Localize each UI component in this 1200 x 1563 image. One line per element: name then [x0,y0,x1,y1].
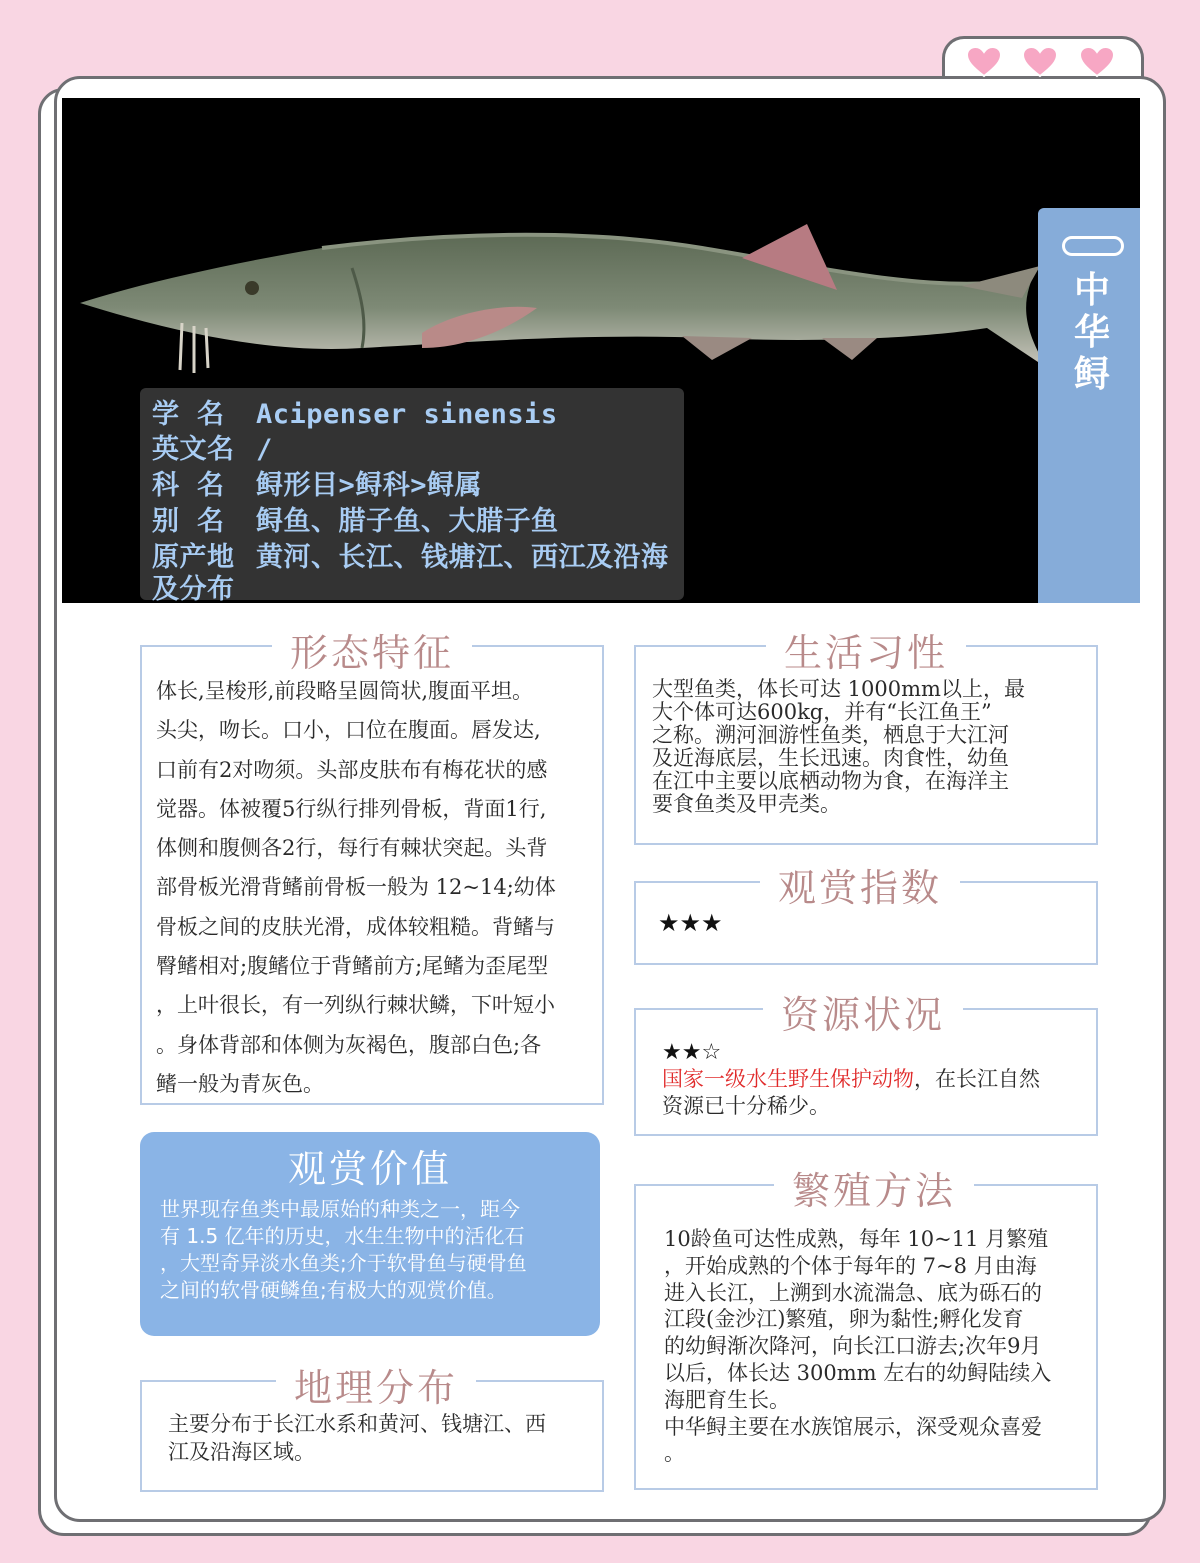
text-line: 要食鱼类及甲壳类。 [652,792,841,816]
heart-icon [1022,46,1058,78]
text-line: 头尖，吻长。口小，口位在腹面。唇发达, [156,718,541,743]
morphology-text [156,672,596,1104]
ornamental-index-title: 观赏指数 [760,857,960,912]
text-line: 10龄鱼可达性成熟，每年 10~11 月繁殖 [664,1227,1049,1251]
english-label: 英文名 [152,434,235,465]
protection-status: 国家一级水生野生保护动物 [662,1067,914,1091]
info-row-family [152,463,482,502]
text-line: 体长,呈梭形,前段略呈圆筒状,腹面平坦。 [156,679,534,703]
banner-pill-decoration [1062,236,1124,256]
scientific-label: 学名 [152,399,242,430]
english-value: / [256,434,273,465]
ornamental-index-stars: ★★★ [658,909,723,937]
text-line: ，大型奇异淡水鱼类;介于软骨鱼与硬骨鱼 [160,1251,527,1275]
family-label: 科名 [152,470,242,501]
text-line: 大个体可达600kg，并有“长江鱼王” [652,700,992,724]
text-line: 的幼鲟渐次降河，向长江口游去;次年9月 [664,1334,1042,1359]
text-line: 体侧和腹侧各2行，每行有棘状突起。头背 [156,836,548,861]
origin-label-2: 及分布 [152,574,235,605]
text-line: 在江中主要以底栖动物为食，在海洋主 [652,769,1009,793]
origin-label: 原产地 [152,542,235,573]
morphology-title: 形态特征 [272,622,472,677]
habits-text [652,678,1025,816]
text-line: 资源已十分稀少。 [662,1094,830,1118]
heart-icon [1079,46,1115,78]
text-line: 大型鱼类，体长可达 1000mm以上，最 [652,677,1025,701]
scientific-value: Acipenser sinensis [256,399,558,430]
family-value: 鲟形目>鲟科>鲟属 [256,470,483,501]
text-line: 江及沿海区域。 [168,1440,315,1464]
heart-icon [966,46,1002,78]
text-line: 进入长江，上溯到水流湍急、底为砾石的 [664,1280,1042,1305]
text-line: 口前有2对吻须。头部皮肤布有梅花状的感 [156,757,548,782]
distribution-text [168,1410,546,1466]
alias-value: 鲟鱼、腊子鱼、大腊子鱼 [256,506,559,537]
text-line: 臀鳍相对;腹鳍位于背鳍前方;尾鳍为歪尾型 [156,954,549,979]
text-line: 之间的软骨硬鳞鱼;有极大的观赏价值。 [160,1278,507,1302]
text-line: 之称。溯河洄游性鱼类，栖息于大江河 [652,723,1009,747]
resource-title: 资源状况 [763,984,963,1039]
resource-text-rest: ，在长江自然 [914,1067,1040,1091]
text-line: 主要分布于长江水系和黄河、钱塘江、西 [168,1412,546,1436]
resource-stars: ★★☆ [662,1040,722,1065]
ornamental-value-title: 观赏价值 [287,1147,452,1191]
text-line: 以后，体长达 300mm 左右的幼鲟陆续入 [664,1360,1052,1385]
distribution-title: 地理分布 [276,1357,476,1412]
text-line: 觉器。体被覆5行纵行排列骨板，背面1行, [156,796,547,821]
text-line: 。身体背部和体侧为灰褐色，腹部白色;各 [156,1032,542,1057]
text-line: 及近海底层，生长迅速。肉食性，幼鱼 [652,746,1009,770]
ornamental-value-text [160,1196,584,1304]
text-line: 海肥育生长。 [664,1387,790,1412]
info-row-alias [152,499,559,538]
text-line: 部骨板光滑背鳍前骨板一般为 12~14;幼体 [156,875,556,900]
alias-label: 别名 [152,506,242,537]
text-line: 世界现存鱼类中最原始的种类之一，距今 [160,1197,520,1221]
breeding-title: 繁殖方法 [774,1160,974,1215]
text-line: ，开始成熟的个体于每年的 7~8 月由海 [664,1253,1037,1278]
text-line: 有 1.5 亿年的历史，水生生物中的活化石 [160,1224,525,1248]
info-row-origin-2 [152,567,256,606]
info-row-scientific [152,392,558,431]
text-line: 江段(金沙江)繁殖，卵为黏性;孵化发育 [664,1307,1024,1332]
text-line: 中华鲟主要在水族馆展示，深受观众喜爱 [664,1414,1042,1439]
text-line: ，上叶很长，有一列纵行棘状鳞，下叶短小 [156,993,555,1018]
habits-title: 生活习性 [766,622,966,677]
info-row-english [152,427,273,466]
species-name-banner [1038,208,1140,603]
text-line: 骨板之间的皮肤光滑，成体较粗糙。背鳍与 [156,914,555,939]
species-name-vertical: 中华鲟 [1073,270,1110,395]
origin-value: 黄河、长江、钱塘江、西江及沿海 [256,542,669,573]
breeding-text [664,1226,1051,1467]
text-line: 鳍一般为青灰色。 [156,1071,324,1096]
resource-text [662,1066,1040,1120]
text-line: 。 [664,1441,685,1466]
